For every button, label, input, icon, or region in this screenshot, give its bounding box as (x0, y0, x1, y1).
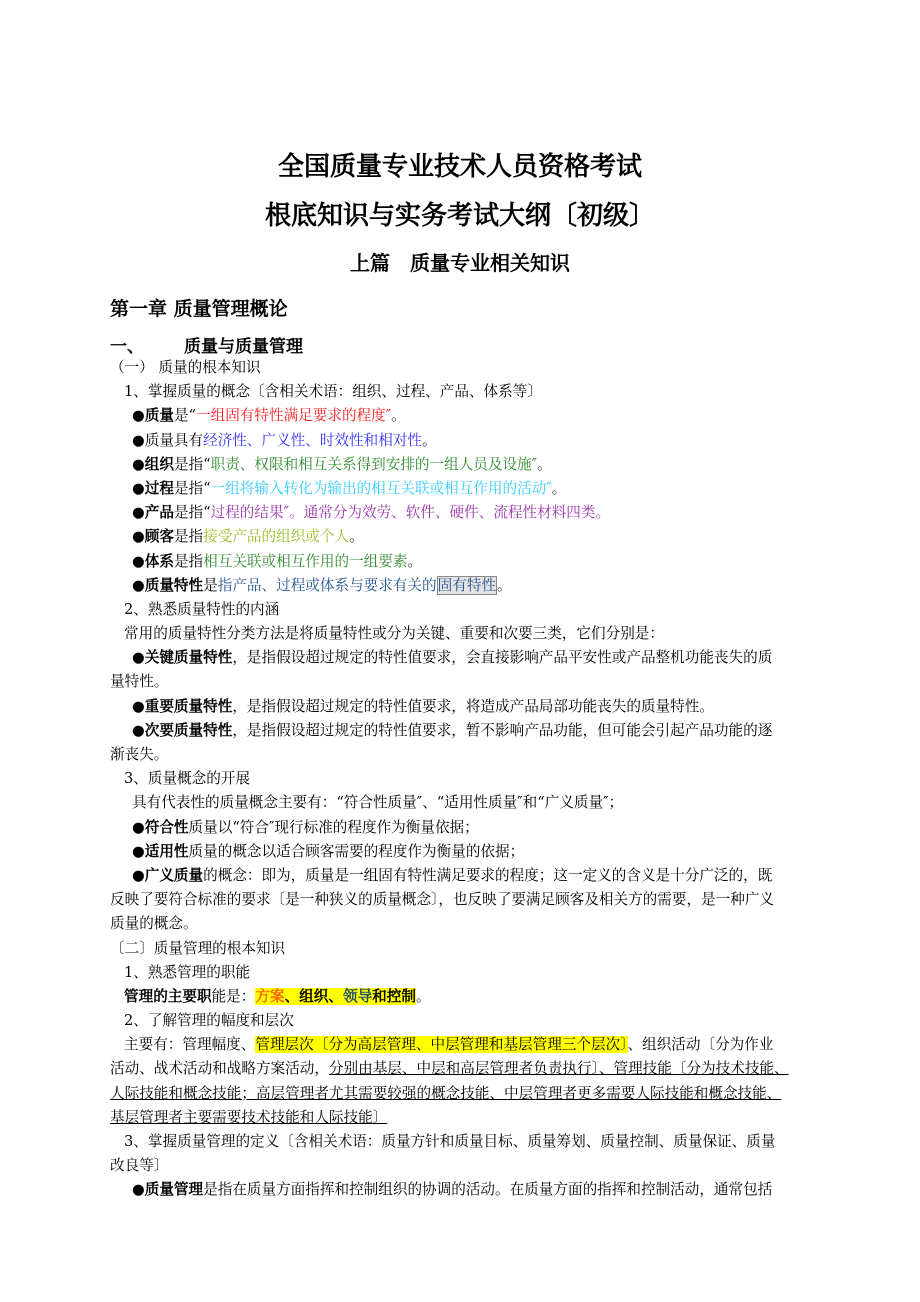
paragraph-continued (110, 1057, 858, 1081)
bullet (110, 719, 858, 743)
text-run: 、组织活动〔分为作业 (627, 1036, 774, 1054)
text-run: 质量的概念。 (110, 915, 198, 933)
text-run: 是“ (173, 407, 196, 425)
text-run: ● (132, 697, 145, 715)
text-run: 一组固有特性满足要求的程度″ (196, 407, 392, 425)
text-run: 过程 (144, 479, 174, 497)
text-run: 。 (415, 987, 431, 1005)
bullet (110, 477, 858, 501)
text-run: 3、质量概念的开展 (124, 770, 251, 788)
text-run: 关键质量特性 (144, 649, 233, 667)
text-run: 能是： (211, 987, 256, 1005)
text-run: （一） 质量的根本知识 (110, 359, 261, 376)
text-run: ● (132, 866, 145, 884)
text-run: 改良等〕 (110, 1157, 169, 1175)
text-run: 组织 (144, 455, 174, 473)
text-run: 〔二〕质量管理的根本知识 (110, 939, 286, 957)
text-run: 反映了要符合标准的要求〔是一种狭义的质量概念〕，也反映了要满足顾客及相关方的需要，是一种广义 (110, 891, 775, 909)
text-run: 量特性。 (110, 673, 169, 691)
text-run: 的概念：即为，质量是一组固有特性满足要求的程度；这一定义的含义是十分广泛的，既 (203, 866, 773, 884)
text-run: 2、熟悉质量特性的内涵 (124, 600, 280, 618)
paragraph-continued (110, 743, 858, 767)
text-run: ● (132, 504, 145, 522)
text-run: 质量以“符合″现行标准的程度作为衡量依据； (188, 818, 479, 836)
text-run: ●质量具有 (132, 431, 204, 449)
text-run: ● (132, 479, 145, 497)
bullet (110, 404, 858, 428)
chapter-heading: 第一章 质量管理概论 (110, 298, 288, 320)
text-run: 基层管理者主要需要技术技能和人际技能〕 (110, 1108, 388, 1126)
text-run: ● (132, 407, 145, 425)
item-heading (110, 380, 858, 404)
doc-subtitle: 根底知识与实务考试大纲〔初级〕 (264, 201, 655, 231)
paragraph-continued (110, 1106, 858, 1130)
text-run: 相互关联或相互作用的一组要素 (203, 552, 408, 570)
bullet (110, 574, 858, 598)
text-run: 1、熟悉管理的职能 (124, 963, 251, 981)
bullet (110, 525, 858, 549)
text-run: 质量管理 (144, 1181, 204, 1199)
item-heading (110, 598, 858, 622)
item-heading (110, 1009, 858, 1033)
bullet (110, 501, 858, 525)
text-run: ● (132, 649, 145, 667)
paragraph (110, 1033, 858, 1057)
paragraph-continued (110, 1082, 858, 1106)
text-run: 是指“ (173, 504, 211, 522)
text-run: 是 (203, 576, 218, 594)
text-run: 是指 (173, 552, 204, 570)
text-run: 。 (422, 431, 437, 449)
bullet (110, 840, 858, 864)
text-run: 分别由基层、中层和高层管理者负责执行〕、管理技能〔分为技术技能、 (328, 1060, 789, 1078)
paragraph (110, 985, 858, 1009)
text-run: 经济性、广义性、时效性和相对性 (203, 431, 423, 449)
text-run: 质量 (144, 407, 174, 425)
text-run: 和控制 (372, 987, 416, 1005)
text-run: ● (132, 576, 145, 594)
item-heading (110, 961, 858, 985)
text-run: ● (132, 842, 145, 860)
text-run: 次要质量特性 (144, 721, 233, 739)
text-run: 2、了解管理的幅度和层次 (124, 1012, 294, 1030)
bullet (110, 695, 858, 719)
text-run: 。 (349, 528, 364, 546)
text-run: ● (132, 528, 145, 546)
text-run: 。 (407, 552, 423, 570)
text-run: 指产品、过程或体系与要求有关的 (217, 576, 437, 594)
text-run: 是指“ (173, 455, 211, 473)
text-run: 、组织、 (284, 987, 343, 1005)
bullet (110, 646, 858, 670)
item-heading (110, 1130, 858, 1154)
text-run: 接受产品的组织或个人 (203, 528, 350, 546)
text-run: 质量特性 (144, 576, 204, 594)
text-run: 领导 (342, 987, 373, 1005)
text-run: ● (132, 552, 145, 570)
text-run: 体系 (144, 552, 174, 570)
paragraph-continued (110, 1154, 858, 1178)
text-run: 。 (537, 455, 552, 473)
bullet (110, 453, 858, 477)
text-run: 职责、权限和相互关系得到安排的一组人员及设施″ (210, 455, 538, 473)
text-run: 管理层次〔分为高层管理、中层管理和基层管理三个层次〕 (255, 1036, 628, 1054)
text-run: 是指“ (173, 479, 211, 497)
text-run: 3、掌握质量管理的定义〔含相关术语：质量方针和质量目标、质量筹划、质量控制、质量保证、质量 (124, 1133, 776, 1150)
text-run: 1、掌握质量的概念〔含相关术语：组织、过程、产品、体系等〕 (124, 383, 542, 401)
text-run: 符合性 (144, 818, 189, 836)
section-number: 一、 (110, 337, 144, 357)
subsection-heading (110, 937, 858, 961)
document-body (110, 356, 858, 1203)
text-run: 管理的主要职 (124, 987, 212, 1005)
text-run: 。 (497, 576, 512, 594)
text-run: 是指在质量方面指挥和控制组织的协调的活动。在质量方面的指挥和控制活动，通常包括 (203, 1181, 773, 1199)
item-heading (110, 767, 858, 791)
paragraph-continued (110, 912, 858, 936)
text-run: 过程的结果″。通常分为效劳、软件、硬件、流程性材料四类。 (210, 504, 611, 522)
paragraph-continued (110, 670, 858, 694)
section-heading (110, 332, 303, 357)
text-run: 具有代表性的质量概念主要有：“符合性质量″、“适用性质量″和“广义质量″； (132, 794, 624, 812)
text-run: 适用性 (144, 842, 189, 860)
text-run: 活动、战术活动和战略方案活动， (110, 1060, 329, 1078)
text-run: 质量的概念以适合顾客需要的程度作为衡量的依据； (188, 842, 525, 860)
text-run: ，是指假设超过规定的特性值要求，暂不影响产品功能，但可能会引起产品功能的逐 (232, 721, 773, 739)
subsection-heading (110, 356, 858, 380)
text-run: 常用的质量特性分类方法是将质量特性或分为关键、重要和次要三类，它们分别是： (124, 625, 664, 643)
text-run: 渐丧失。 (110, 746, 169, 763)
text-run: 广义质量 (144, 866, 204, 884)
text-run: ● (132, 1181, 145, 1199)
text-run: ● (132, 455, 145, 473)
bullet (110, 550, 858, 574)
bullet (110, 1178, 858, 1202)
text-run: 。 (391, 407, 406, 425)
text-run: 一组将输入转化为输出的相互关联或相互作用的活动″ (210, 479, 552, 497)
text-run: 主要有：管理幅度、 (124, 1036, 256, 1054)
text-run: ，是指假设超过规定的特性值要求，将造成产品局部功能丧失的质量特性。 (232, 697, 714, 715)
bullet (110, 816, 858, 840)
doc-title: 全国质量专业技术人员资格考试 (277, 152, 642, 182)
text-run: 方案 (255, 987, 285, 1005)
text-run: 重要质量特性 (144, 697, 233, 715)
bullet (110, 429, 858, 453)
text-run: ● (132, 721, 145, 739)
text-run: ，是指假设超过规定的特性值要求，会直接影响产品平安性或产品整机功能丧失的质 (232, 649, 773, 667)
part-title: 上篇 质量专业相关知识 (350, 251, 570, 275)
text-run: 产品 (144, 504, 174, 522)
section-title: 质量与质量管理 (184, 337, 303, 357)
paragraph (110, 791, 858, 815)
text-run: 是指 (173, 528, 204, 546)
paragraph (110, 622, 858, 646)
text-run: 顾客 (144, 528, 174, 546)
text-run: 人际技能和概念技能；高层管理者尤其需要较强的概念技能、中层管理者更多需要人际技能和概念技能、 (110, 1084, 782, 1102)
bullet (110, 864, 858, 888)
text-run: 。 (551, 479, 567, 497)
selected-text[interactable]: 固有特性 (437, 576, 497, 594)
paragraph-continued (110, 888, 858, 912)
text-run: ● (132, 818, 145, 836)
